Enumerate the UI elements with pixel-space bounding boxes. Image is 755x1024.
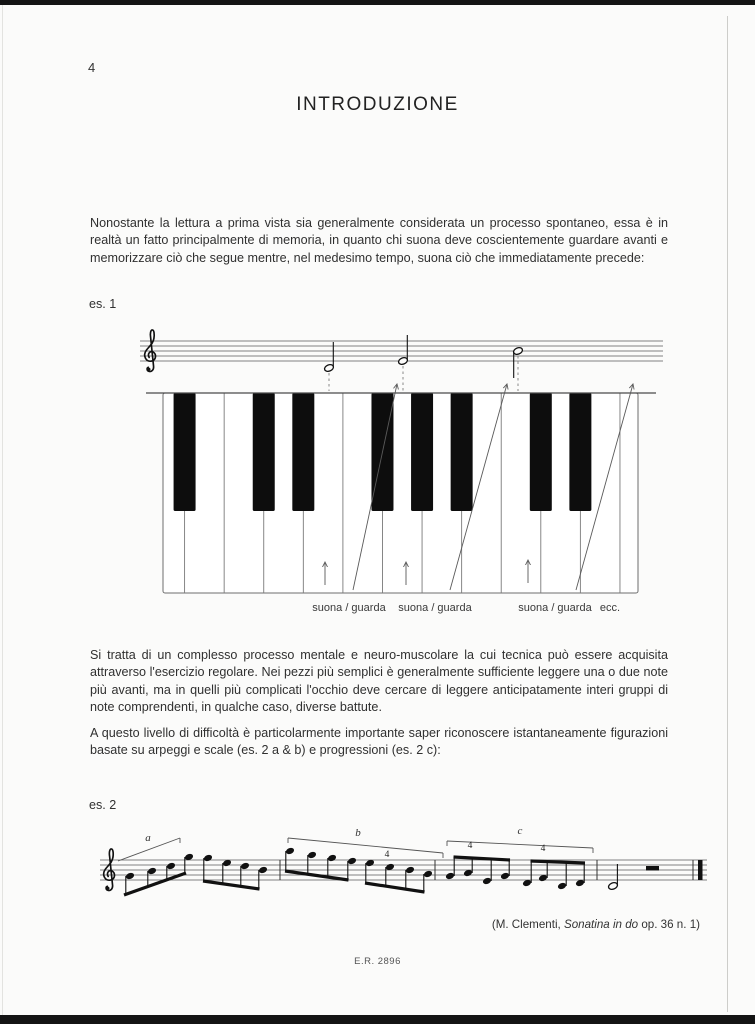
svg-text:4: 4 [467,841,473,851]
top-border-bar [0,0,755,5]
example-1-label: es. 1 [89,297,117,311]
svg-text:suona / guarda: suona / guarda [312,602,386,614]
attribution-post: op. 36 n. 1) [638,918,700,931]
page-left-edge [2,5,3,1015]
page-number: 4 [88,60,96,75]
plate-number: E.R. 2896 [354,956,401,967]
svg-text:ecc.: ecc. [599,602,621,614]
svg-text:4: 4 [540,844,546,854]
svg-text:c: c [517,826,523,837]
paragraph-3: A questo livello di difficoltà è particolarmente importante saper riconoscere istantaneamente figurazioni basate su arpeggi e scale (es. 2 a & b) e progressioni (es. 2 c): [90,726,668,758]
svg-text:b: b [355,827,361,839]
svg-text:4: 4 [384,850,390,860]
paragraph-2: Si tratta di un complesso processo mentale e neuro-muscolare la cui tecnica può essere acquisita attraverso l'esercizio regolare. Nei pezzi più semplici è generalmente sufficiente leggere una o due note più avanti, ma in quelli più complicati l'occhio deve cercare di leggere anticipatamente interi gruppi di note comprendenti, in qualche caso, diverse battute. [90,648,668,715]
example-1-figure-keyboard-diagram [138,328,668,628]
attribution-work-title: Sonatina in do [563,918,639,931]
example-2-label: es. 2 [89,798,117,812]
attribution-pre: (M. Clementi, [491,918,564,931]
bottom-border-bar [0,1015,755,1024]
svg-text:a: a [145,832,151,844]
example-2-figure-music-staff [95,826,715,918]
attribution [400,918,700,931]
page-right-edge [727,16,728,1012]
paragraph-1: Nonostante la lettura a prima vista sia generalmente considerata un processo spontaneo, essa è in realtà un fatto principalmente di memoria, in quanto chi suona deve coscientemente guardare avanti e memorizzare ciò che segue mentre, nel medesimo tempo, suona ciò che immediatamente precede: [90,216,668,265]
svg-text:suona / guarda: suona / guarda [398,602,472,614]
page-title: INTRODUZIONE [296,94,459,115]
svg-text:suona / guarda: suona / guarda [518,602,592,614]
